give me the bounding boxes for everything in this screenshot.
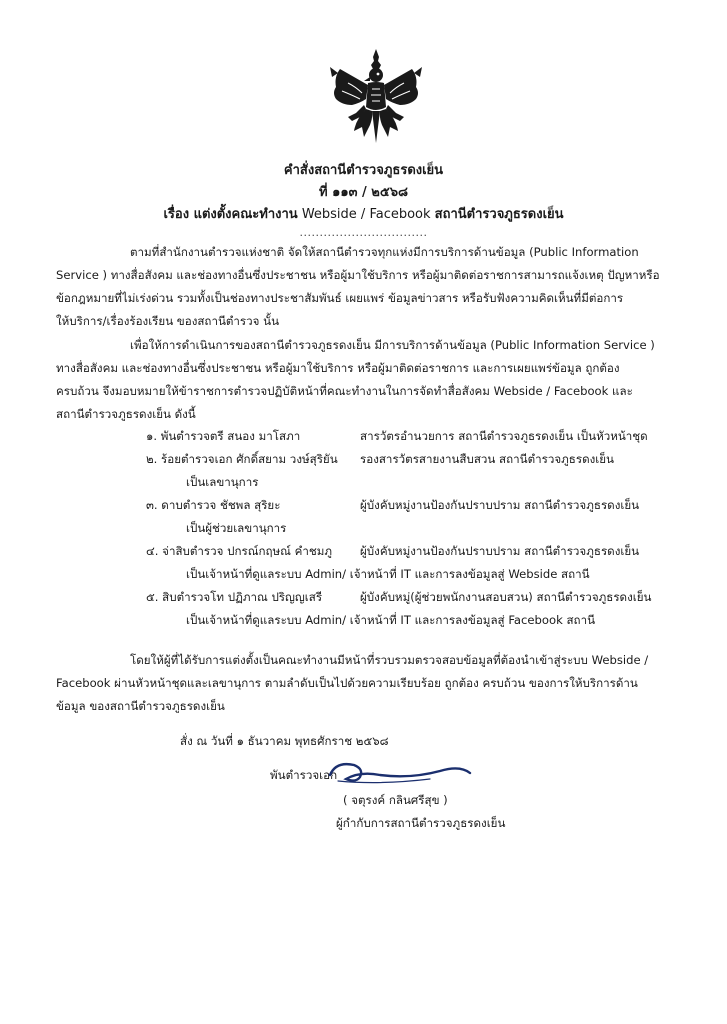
member-name: ๑. พันตำรวจตรี สนอง มาโสภา bbox=[146, 429, 301, 443]
order-date: สั่ง ณ วันที่ ๑ ธันวาคม พุทธศักราช ๒๕๖๘ bbox=[180, 734, 389, 748]
garuda-emblem-icon bbox=[326, 47, 426, 147]
separator-dots: ................................ bbox=[299, 226, 428, 239]
para2-line: ครบถ้วน จึงมอบหมายให้ข้าราชการตำรวจปฏิบัติหน้าที่คณะทำงานในการจัดทำสื่อสังคม Webside / Facebook และ bbox=[56, 384, 633, 398]
member-name: ๒. ร้อยตำรวจเอก ศักดิ์สยาม วงษ์สุริยัน bbox=[146, 452, 338, 466]
member-role: ผู้บังคับหมู่งานป้องกันปราบปราม สถานีตำรวจภูธรดงเย็น bbox=[360, 544, 640, 558]
member-duty: เป็นเจ้าหน้าที่ดูแลระบบ Admin/ เจ้าหน้าที่ IT และการลงข้อมูลสู่ Facebook สถานี bbox=[186, 613, 596, 627]
signer-rank: พันตำรวจเอก bbox=[270, 768, 338, 782]
signer-name: ( จตุรงค์ กลินศรีสุข ) bbox=[343, 793, 448, 807]
member-name: ๕. สิบตำรวจโท ปฏิภาณ ปริญญเสรี bbox=[146, 590, 323, 604]
member-duty: เป็นเจ้าหน้าที่ดูแลระบบ Admin/ เจ้าหน้าที่ IT และการลงข้อมูลสู่ Webside สถานี bbox=[186, 567, 590, 581]
para1-line: ตามที่สำนักงานตำรวจแห่งชาติ จัดให้สถานีตำรวจทุกแห่งมีการบริการด้านข้อมูล (Public Information bbox=[130, 245, 639, 259]
member-role: ผู้บังคับหมู่งานป้องกันปราบปราม สถานีตำรวจภูธรดงเย็น bbox=[360, 498, 640, 512]
signature-icon bbox=[320, 757, 480, 787]
para2-line: เพื่อให้การดำเนินการของสถานีตำรวจภูธรดงเย็น มีการบริการด้านข้อมูล (Public Information Service ) bbox=[130, 338, 655, 352]
para3-line: Facebook ผ่านหัวหน้าชุดและเลขานุการ ตามลำดับเป็นไปด้วยความเรียบร้อย ถูกต้อง ครบถ้วน ของการให้บริการด้าน bbox=[56, 676, 638, 690]
para2-line: สถานีตำรวจภูธรดงเย็น ดังนี้ bbox=[56, 407, 196, 421]
para1-line: Service ) ทางสื่อสังคม และช่องทางอื่นซึ่งประชาชน หรือผู้มาใช้บริการ หรือผู้มาติดต่อราชการสามารถแจ้งเหตุ ปัญหาหรือ bbox=[56, 268, 660, 282]
para2-line: ทางสื่อสังคม และช่องทางอื่นซึ่งประชาชน หรือผู้มาใช้บริการ หรือผู้มาติดต่อราชการ และการเผยแพร่ข้อมูล ถูกต้อง bbox=[56, 361, 620, 375]
member-role: สารวัตรอำนวยการ สถานีตำรวจภูธรดงเย็น เป็นหัวหน้าชุด bbox=[360, 429, 648, 443]
member-name: ๔. จ่าสิบตำรวจ ปกรณ์กฤษณ์ คำชมภู bbox=[146, 544, 333, 558]
order-title: คำสั่งสถานีตำรวจภูธรดงเย็น bbox=[283, 163, 444, 178]
para3-line: ข้อมูล ของสถานีตำรวจภูธรดงเย็น bbox=[56, 699, 225, 713]
member-role: ผู้บังคับหมู่(ผู้ช่วยพนักงานสอบสวน) สถานีตำรวจภูธรดงเย็น bbox=[360, 590, 652, 604]
signer-title: ผู้กำกับการสถานีตำรวจภูธรดงเย็น bbox=[336, 816, 506, 830]
subject-middle: Webside / Facebook bbox=[297, 207, 435, 222]
para1-line: ให้บริการ/เรื่องร้องเรียน ของสถานีตำรวจ นั้น bbox=[56, 314, 279, 328]
para1-line: ข้อกฎหมายที่ไม่เร่งด่วน รวมทั้งเป็นช่องทางประชาสัมพันธ์ เผยแพร่ ข้อมูลข่าวสาร หรือรับฟังความคิดเห็นที่มีต่อการ bbox=[56, 291, 624, 305]
subject-suffix: สถานีตำรวจภูธรดงเย็น bbox=[434, 207, 564, 222]
order-subject bbox=[0, 203, 727, 224]
member-duty: เป็นเลขานุการ bbox=[186, 475, 259, 489]
member-role: รองสารวัตรสายงานสืบสวน สถานีตำรวจภูธรดงเย็น bbox=[360, 452, 614, 466]
para3-line: โดยให้ผู้ที่ได้รับการแต่งตั้งเป็นคณะทำงานมีหน้าที่รวบรวมตรวจสอบข้อมูลที่ต้องนำเข้าสู่ระบบ Webside / bbox=[130, 653, 649, 667]
subject-prefix: เรื่อง แต่งตั้งคณะทำงาน bbox=[163, 207, 298, 222]
member-duty: เป็นผู้ช่วยเลขานุการ bbox=[186, 521, 287, 535]
order-number: ที่ ๑๑๓ / ๒๕๖๘ bbox=[319, 185, 408, 200]
member-name: ๓. ดาบตำรวจ ชัชพล สุริยะ bbox=[146, 498, 281, 512]
